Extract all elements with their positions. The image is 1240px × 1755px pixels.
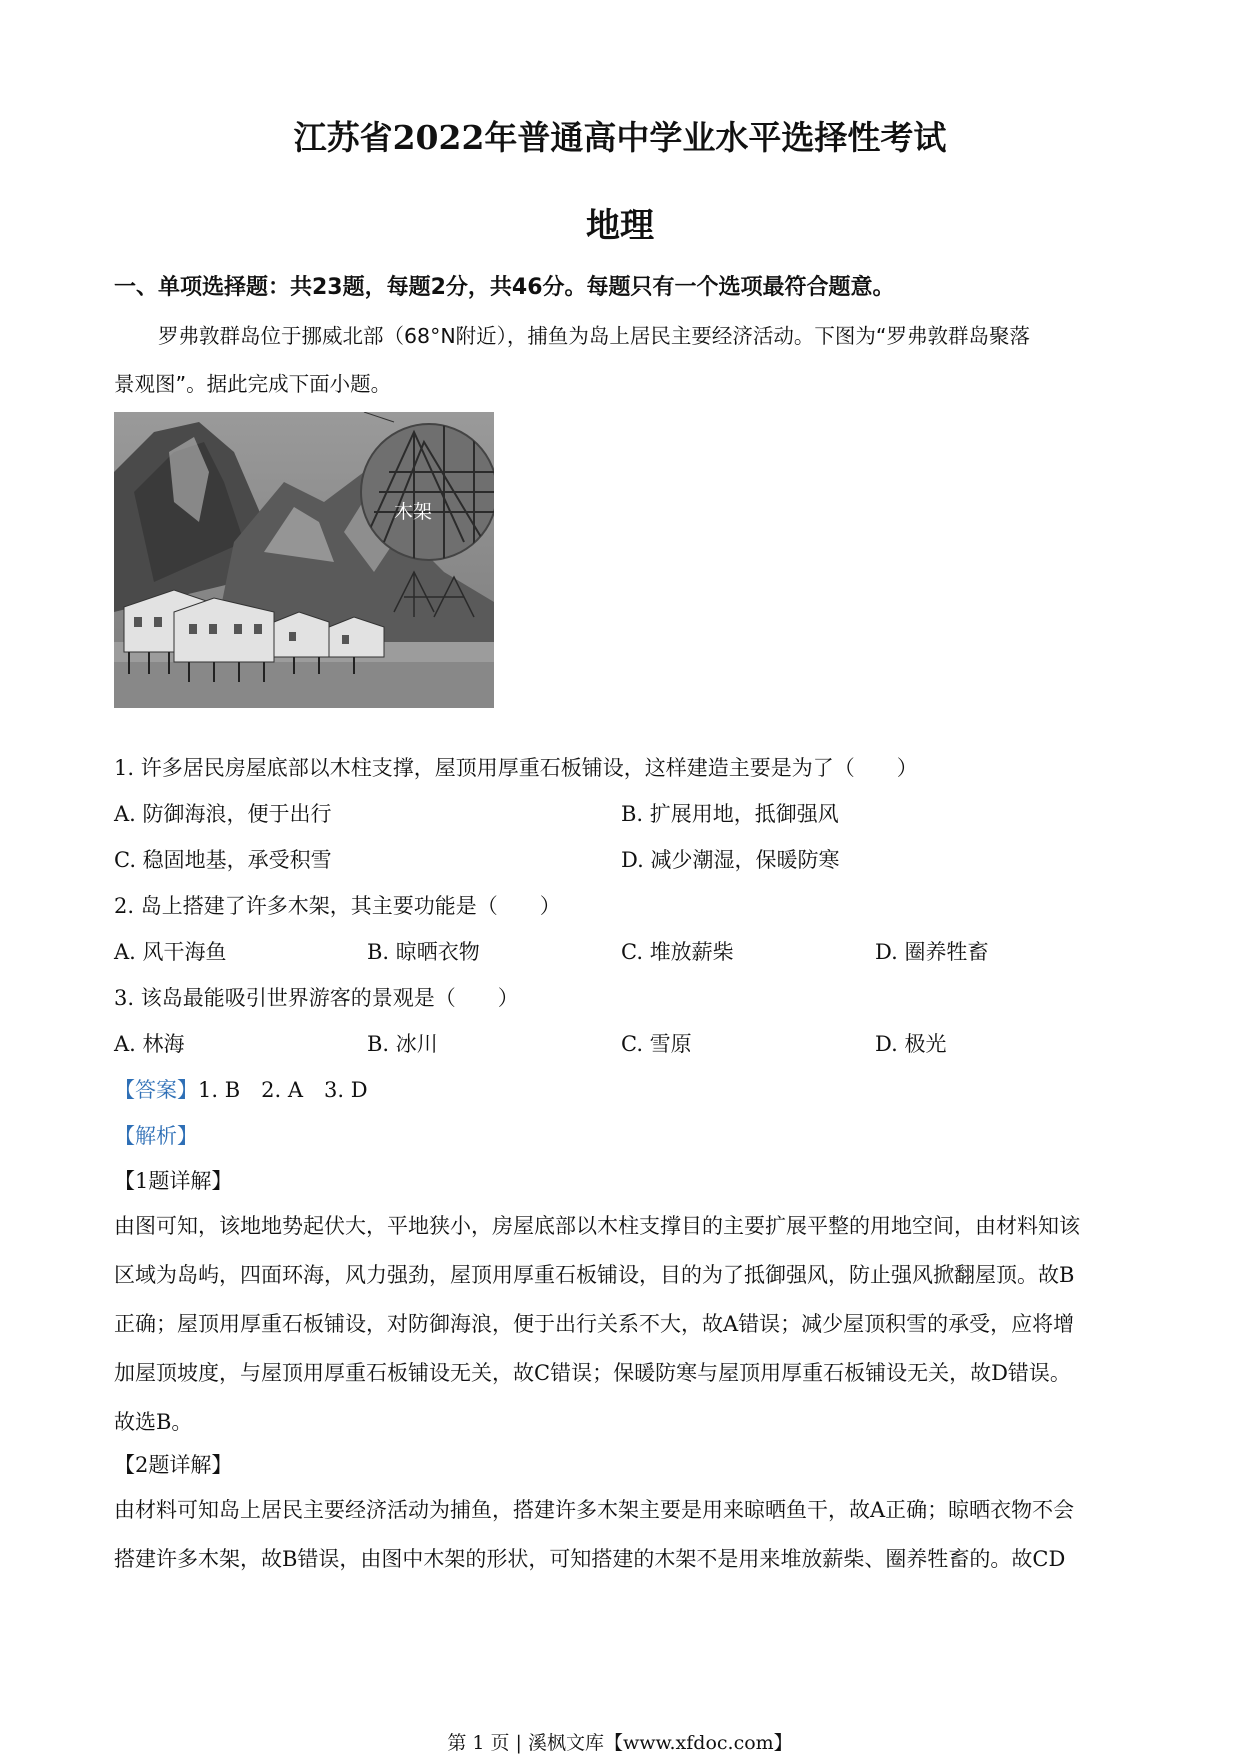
question-1-option-d: D. 减少潮湿，保暖防寒 — [621, 848, 840, 872]
analysis-label: 【解析】 — [114, 1124, 198, 1148]
q1-detail-label: 【1题详解】 — [114, 1169, 233, 1193]
q1-detail-line: 由图可知，该地地势起伏大，平地狭小，房屋底部以木柱支撑目的主要扩展平整的用地空间，由材料知该 — [114, 1214, 1080, 1238]
question-1-option-b: B. 扩展用地，抵御强风 — [621, 802, 839, 826]
question-3-option-a: A. 林海 — [114, 1032, 185, 1056]
question-2-option-c: C. 堆放薪柴 — [621, 940, 734, 964]
q1-detail-paragraph — [114, 1202, 1124, 1447]
q2-detail-line: 搭建许多木架，故B错误，由图中木架的形状，可知搭建的木架不是用来堆放薪柴、圈养牲畜的。故CD — [114, 1547, 1066, 1571]
section-heading: 一、单项选择题：共23题，每题2分，共46分。每题只有一个选项最符合题意。 — [114, 275, 895, 300]
exam-title: 江苏省2022年普通高中学业水平选择性考试 — [293, 118, 947, 157]
question-3-stem: 3. 该岛最能吸引世界游客的景观是（ ） — [114, 986, 519, 1010]
q1-detail-line: 加屋顶坡度，与屋顶用厚重石板铺设无关，故C错误；保暖防寒与屋顶用厚重石板铺设无关，故D错误。 — [114, 1361, 1071, 1385]
q1-detail-line: 故选B。 — [114, 1410, 193, 1434]
figure-label-wooden-rack: 木架 — [394, 501, 433, 523]
answer-label: 【答案】 — [114, 1078, 198, 1102]
q2-detail-label: 【2题详解】 — [114, 1453, 233, 1477]
question-2-stem: 2. 岛上搭建了许多木架，其主要功能是（ ） — [114, 894, 561, 918]
question-2-option-a: A. 风干海鱼 — [114, 940, 227, 964]
question-1-option-a: A. 防御海浪，便于出行 — [114, 802, 332, 826]
question-3-option-c: C. 雪原 — [621, 1032, 692, 1056]
intro-line-1: 罗弗敦群岛位于挪威北部（68°N附近），捕鱼为岛上居民主要经济活动。下图为“罗弗敦群岛聚落 — [158, 324, 1031, 348]
answer-row — [114, 1075, 368, 1105]
q2-detail-paragraph — [114, 1486, 1124, 1584]
landscape-illustration — [114, 412, 494, 708]
q2-detail-line: 由材料可知岛上居民主要经济活动为捕鱼，搭建许多木架主要是用来晾晒鱼干，故A正确；晾晒衣物不会 — [114, 1498, 1075, 1522]
question-1-option-c: C. 稳固地基，承受积雪 — [114, 848, 332, 872]
q1-detail-line: 区域为岛屿，四面环海，风力强劲，屋顶用厚重石板铺设，目的为了抵御强风，防止强风掀翻屋顶。故B — [114, 1263, 1075, 1287]
q1-detail-line: 正确；屋顶用厚重石板铺设，对防御海浪，便于出行关系不大，故A错误；减少屋顶积雪的承受，应将增 — [114, 1312, 1075, 1336]
intro-line-2: 景观图”。据此完成下面小题。 — [114, 372, 392, 396]
answer-text: 1. B 2. A 3. D — [198, 1078, 368, 1102]
question-3-option-d: D. 极光 — [875, 1032, 947, 1056]
question-1-stem: 1. 许多居民房屋底部以木柱支撑，屋顶用厚重石板铺设，这样建造主要是为了（ ） — [114, 756, 918, 780]
question-2-option-d: D. 圈养牲畜 — [875, 940, 989, 964]
settlement-landscape-figure — [114, 412, 494, 708]
question-3-option-b: B. 冰川 — [367, 1032, 438, 1056]
question-2-option-b: B. 晾晒衣物 — [367, 940, 480, 964]
subject-title: 地理 — [586, 206, 654, 246]
page-footer: 第 1 页 | 溪枫文库【www.xfdoc.com】 — [447, 1732, 793, 1754]
